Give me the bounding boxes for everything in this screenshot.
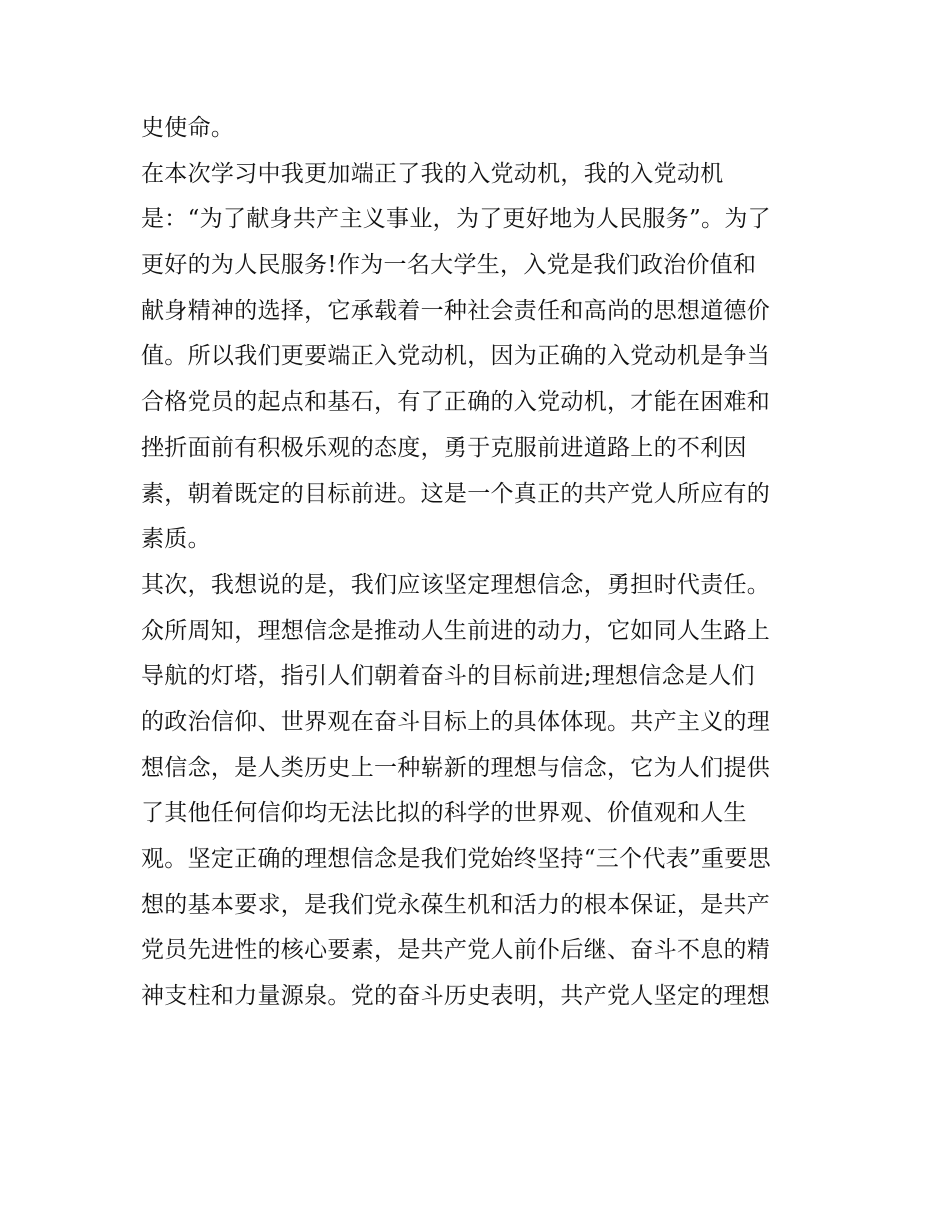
- text-line: 导航的灯塔，指引人们朝着奋斗的目标前进;理想信念是人们: [141, 663, 755, 690]
- text-line: 观。坚定正确的理想信念是我们党始终坚持“三个代表”重要思: [141, 846, 771, 872]
- text-line: 的政治信仰、世界观在奋斗目标上的具体体现。共产主义的理: [141, 708, 771, 735]
- text-line: 素质。: [141, 526, 211, 553]
- text-line: 合格党员的起点和基石，有了正确的入党动机，才能在困难和: [141, 389, 771, 416]
- text-line: 想信念，是人类历史上一种崭新的理想与信念，它为人们提供: [141, 754, 771, 781]
- text-line: 党员先进性的核心要素，是共产党人前仆后继、奋斗不息的精: [141, 937, 771, 964]
- text-line: 更好的为人民服务!作为一名大学生，入党是我们政治价值和: [141, 252, 757, 279]
- text-line: 其次，我想说的是，我们应该坚定理想信念，勇担时代责任。: [141, 571, 771, 598]
- text-line: 想的基本要求，是我们党永葆生机和活力的根本保证，是共产: [141, 891, 771, 918]
- body-text: [141, 106, 821, 1020]
- text-line: 史使命。: [141, 115, 235, 141]
- text-line: 值。所以我们更要端正入党动机，因为正确的入党动机是争当: [141, 343, 771, 370]
- text-line: 挫折面前有积极乐观的态度，勇于克服前进道路上的不利因: [141, 434, 747, 461]
- text-line: 素，朝着既定的目标前进。这是一个真正的共产党人所应有的: [141, 480, 771, 507]
- text-line: 是：“为了献身共产主义事业，为了更好地为人民服务”。为了: [141, 206, 771, 233]
- text-line: 献身精神的选择，它承载着一种社会责任和高尚的思想道德价: [141, 297, 771, 324]
- text-line: 了其他任何信仰均无法比拟的科学的世界观、价值观和人生: [141, 800, 747, 827]
- text-line: 神支柱和力量源泉。党的奋斗历史表明，共产党人坚定的理想: [141, 983, 771, 1010]
- text-line: 众所周知，理想信念是推动人生前进的动力，它如同人生路上: [141, 617, 771, 644]
- text-line: 在本次学习中我更加端正了我的入党动机，我的入党动机: [141, 160, 724, 187]
